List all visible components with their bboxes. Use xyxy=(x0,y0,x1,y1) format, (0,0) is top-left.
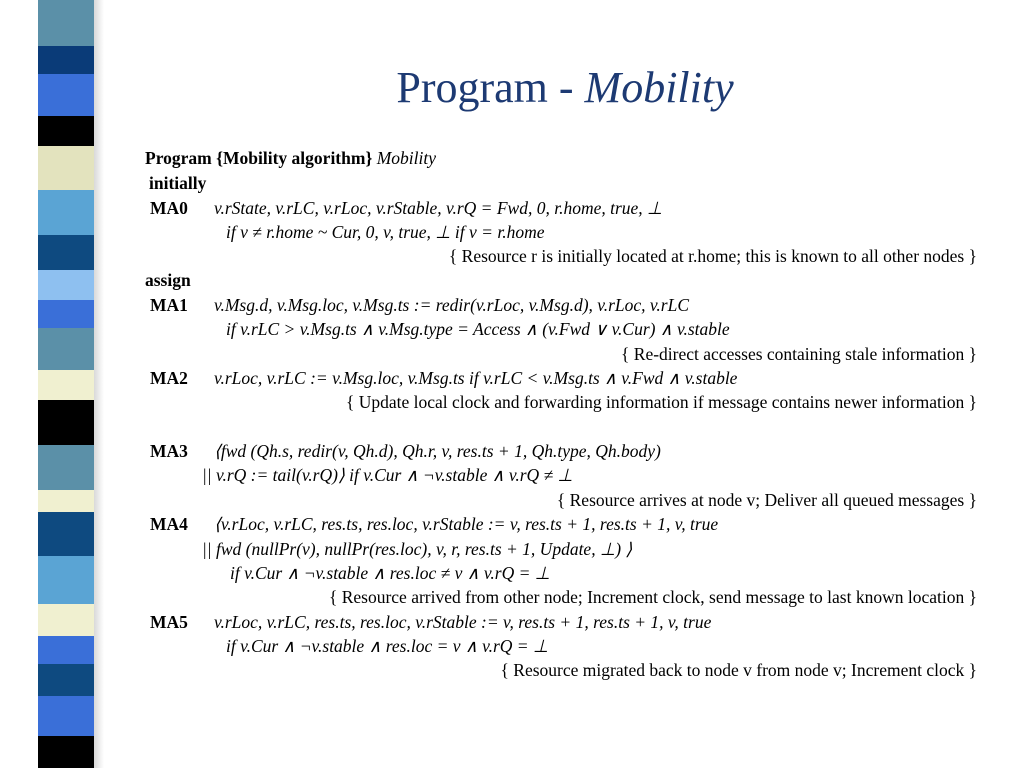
ma5-line-1: v.rLoc, v.rLC, res.ts, res.loc, v.rStable := v, res.ts + 1, res.ts + 1, v, true xyxy=(214,612,712,632)
ma2-line-1: v.rLoc, v.rLC := v.Msg.loc, v.Msg.ts if v.rLC < v.Msg.ts ∧ v.Fwd ∧ v.stable xyxy=(214,368,738,388)
ma0-line-1: v.rState, v.rLC, v.rLoc, v.rStable, v.rQ = Fwd, 0, r.home, true, ⊥ xyxy=(214,198,663,218)
label-ma5: MA5 xyxy=(150,612,188,632)
label-ma0: MA0 xyxy=(150,198,188,218)
label-ma3: MA3 xyxy=(150,441,188,461)
ma3-line-1: ⟨fwd (Qh.s, redir(v, Qh.d), Qh.r, v, res.ts + 1, Qh.type, Qh.body) xyxy=(214,441,661,461)
section-assign: assign xyxy=(145,270,191,290)
ma0-line-2: if v ≠ r.home ~ Cur, 0, v, true, ⊥ if v = r.home xyxy=(226,222,545,242)
ma4-line-2: || fwd (nullPr(v), nullPr(res.loc), v, r, res.ts + 1, Update, ⊥) ⟩ xyxy=(202,539,633,559)
ma0-comment: { Resource r is initially located at r.home; this is known to all other nodes } xyxy=(448,246,977,266)
ma5-line-2: if v.Cur ∧ ¬v.stable ∧ res.loc = v ∧ v.rQ = ⊥ xyxy=(226,636,549,656)
ma1-line-2: if v.rLC > v.Msg.ts ∧ v.Msg.type = Access ∧ (v.Fwd ∨ v.Cur) ∧ v.stable xyxy=(226,319,730,339)
label-ma1: MA1 xyxy=(150,295,188,315)
ma2-comment: { Update local clock and forwarding information if message contains newer information } xyxy=(345,392,977,412)
ma5-comment: { Resource migrated back to node v from node v; Increment clock } xyxy=(500,660,977,680)
program-header xyxy=(145,148,436,168)
program-name: {Mobility algorithm} xyxy=(216,148,373,168)
ma1-line-1: v.Msg.d, v.Msg.loc, v.Msg.ts := redir(v.rLoc, v.Msg.d), v.rLoc, v.rLC xyxy=(214,295,689,315)
section-initially: initially xyxy=(149,173,207,193)
ma4-line-3: if v.Cur ∧ ¬v.stable ∧ res.loc ≠ v ∧ v.rQ = ⊥ xyxy=(230,563,551,583)
title-emphasis: Mobility xyxy=(584,63,734,112)
ma1-comment: { Re-direct accesses containing stale information } xyxy=(621,344,977,364)
program-id: Mobility xyxy=(376,148,437,168)
label-ma4: MA4 xyxy=(150,514,188,534)
ma3-comment: { Resource arrives at node v; Deliver all queued messages } xyxy=(556,490,977,510)
ma4-comment: { Resource arrived from other node; Increment clock, send message to last known location } xyxy=(328,587,977,607)
ma4-line-1: ⟨v.rLoc, v.rLC, res.ts, res.loc, v.rStable := v, res.ts + 1, res.ts + 1, v, true xyxy=(214,514,719,534)
label-ma2: MA2 xyxy=(150,368,188,388)
title-main: Program - xyxy=(396,63,585,112)
ma3-line-2: || v.rQ := tail(v.rQ)⟩ if v.Cur ∧ ¬v.stable ∧ v.rQ ≠ ⊥ xyxy=(202,465,573,485)
program-keyword: Program xyxy=(145,148,212,168)
